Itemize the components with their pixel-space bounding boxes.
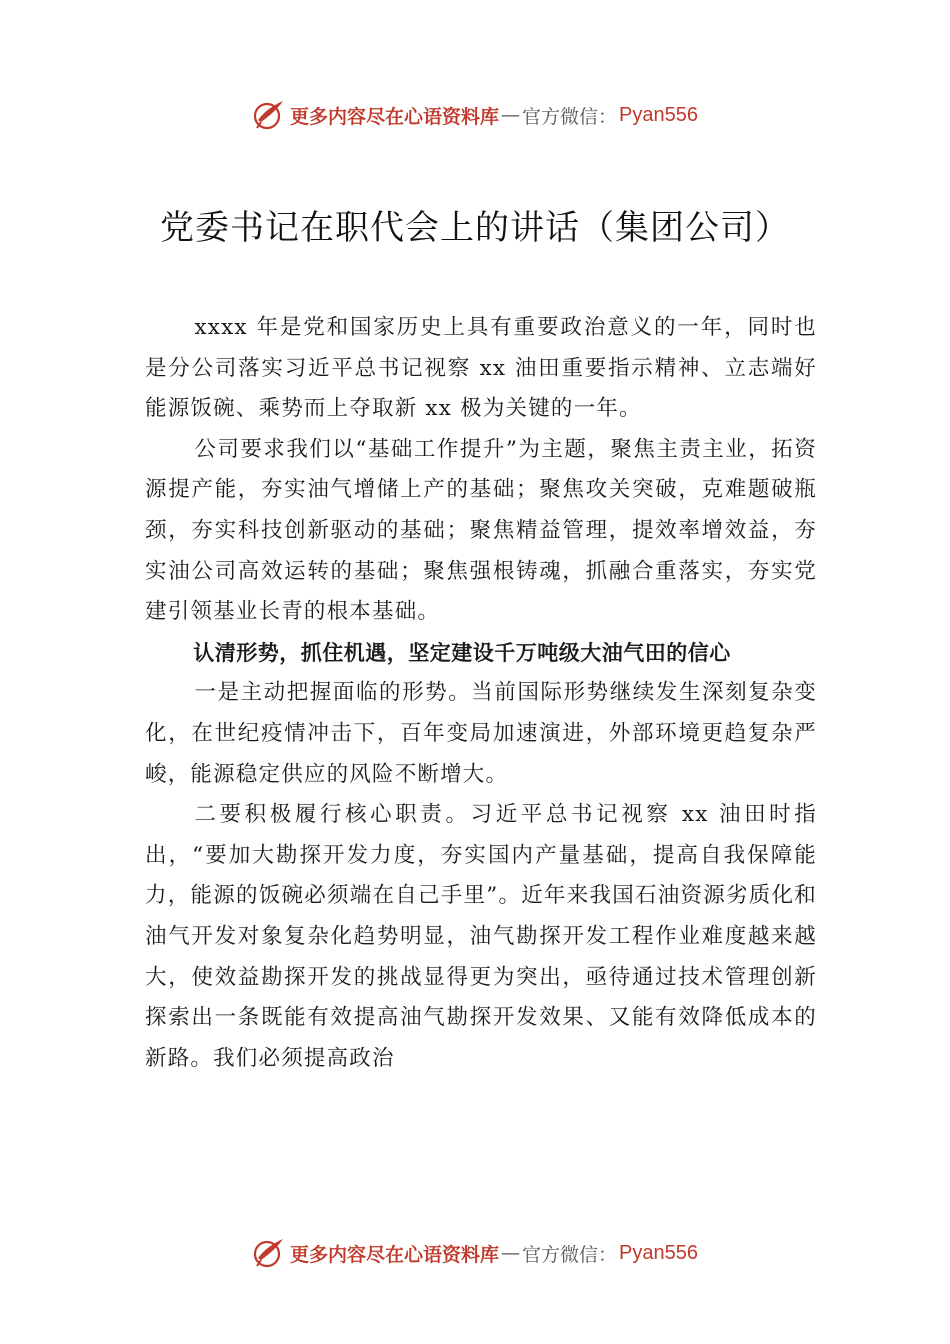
document-title: 党委书记在职代会上的讲话（集团公司）: [160, 208, 790, 248]
header-watermark-banner: [0, 95, 950, 135]
banner-wechat-id: Pyan556: [619, 103, 698, 126]
footer-watermark-banner: [0, 1233, 950, 1273]
document-body: [145, 308, 817, 1079]
banner-main-text: 更多内容尽在心语资料库: [290, 105, 500, 128]
body-paragraph: xxxx 年是党和国家历史上具有重要政治意义的一年，同时也是分公司落实习近平总书记视察 xx 油田重要指示精神、立志端好能源饭碗、乘势而上夺取新 xx 极为关键的一年。: [145, 315, 817, 422]
section-heading: 认清形势，抓住机遇，坚定建设千万吨级大油气田的信心: [193, 640, 731, 665]
banner-main-text: 更多内容尽在心语资料库: [290, 1243, 500, 1266]
quill-logo-icon: [252, 1236, 286, 1270]
banner-dash: —: [501, 104, 521, 126]
body-paragraph: 二要积极履行核心职责。习近平总书记视察 xx 油田时指出，“要加大勘探开发力度，夯实国内产量基础，提高自我保障能力，能源的饭碗必须端在自己手里”。近年来我国石油资源劣质化和油气开发对象复杂化趋势明显，油气勘探开发工程作业难度越来越大，使效益勘探开发的挑战显得更为突出，亟待通过技术管理创新探索出一条既能有效提高油气勘探开发效果、又能有效降低成本的新路。我们必须提高政治: [145, 802, 817, 1071]
banner-official-label: 官方微信：: [522, 105, 618, 128]
body-paragraph: 公司要求我们以“基础工作提升”为主题，聚焦主责主业，拓资源提产能，夯实油气增储上产的基础；聚焦攻关突破，克难题破瓶颈，夯实科技创新驱动的基础；聚焦精益管理，提效率增效益，夯实油公司高效运转的基础；聚焦强根铸魂，抓融合重落实，夯实党建引领基业长青的根本基础。: [145, 436, 817, 625]
banner-official-label: 官方微信：: [522, 1243, 618, 1266]
banner-wechat-id: Pyan556: [619, 1241, 698, 1264]
quill-logo-icon: [252, 98, 286, 132]
body-paragraph: 一是主动把握面临的形势。当前国际形势继续发生深刻复杂变化，在世纪疫情冲击下，百年变局加速演进，外部环境更趋复杂严峻，能源稳定供应的风险不断增大。: [145, 680, 817, 787]
banner-dash: —: [501, 1242, 521, 1264]
